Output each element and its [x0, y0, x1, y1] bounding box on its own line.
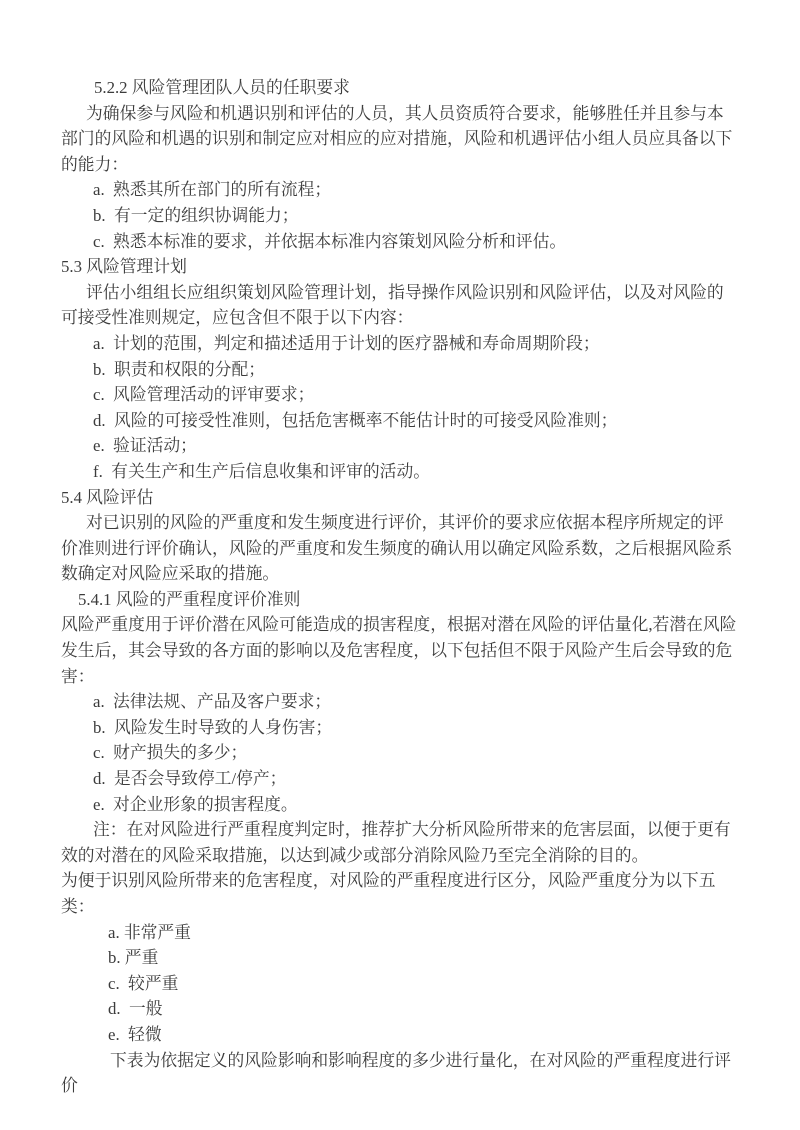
paragraph: 为便于识别风险所带来的危害程度，对风险的严重程度进行区分，风险严重度分为以下五类： — [61, 871, 716, 916]
list-item: e. 对企业形象的损害程度。 — [93, 794, 298, 814]
list-item: c. 较严重 — [108, 973, 179, 993]
paragraph: 评估小组组长应组织策划风险管理计划，指导操作风险识别和风险评估，以及对风险的可接受性准则规定，应包含但不限于以下内容： — [61, 282, 724, 328]
subsection-heading-5-4-1: 5.4.1 风险的严重程度评价准则 — [78, 589, 301, 609]
list-item: c. 财产损失的多少； — [93, 743, 248, 763]
list-item: c. 熟悉本标准的要求，并依据本标准内容策划风险分析和评估。 — [93, 231, 567, 251]
list-item: d. 一般 — [108, 999, 163, 1019]
paragraph: 风险严重度用于评价潜在风险可能造成的损害程度，根据对潜在风险的评估量化,若潜在风险发生后，其会导致的各方面的影响以及危害程度，以下包括但不限于风险产生后会导致的危害： — [61, 615, 737, 686]
paragraph: 对已识别的风险的严重度和发生频度进行评价，其评价的要求应依据本程序所规定的评价准则进行评价确认，风险的严重度和发生频度的确认用以确定风险系数，之后根据风险系数确定对风险应采取的措施。 — [61, 513, 733, 584]
list-item: a. 计划的范围，判定和描述适用于计划的医疗器械和寿命周期阶段； — [93, 333, 600, 353]
document-page — [61, 75, 739, 1099]
document-body — [61, 75, 739, 1099]
list-item: f. 有关生产和生产后信息收集和评审的活动。 — [93, 461, 431, 481]
list-item: b. 职责和权限的分配； — [93, 359, 266, 379]
paragraph: 为确保参与风险和机遇识别和评估的人员，其人员资质符合要求，能够胜任并且参与本部门的风险和机遇的识别和制定应对相应的应对措施，风险和机遇评估小组人员应具备以下的能力： — [61, 103, 733, 174]
list-item: a. 熟悉其所在部门的所有流程； — [93, 180, 332, 200]
list-item: b. 有一定的组织协调能力； — [93, 205, 299, 225]
list-item: a. 法律法规、产品及客户要求； — [93, 692, 332, 712]
subsection-heading-5-2-2: 5.2.2 风险管理团队人员的任职要求 — [94, 78, 350, 97]
note-paragraph: 注：在对风险进行严重程度判定时，推荐扩大分析风险所带来的危害层面，以便于更有效的对潜在的风险采取措施，以达到减少或部分消除风险乃至完全消除的目的。 — [61, 820, 731, 865]
section-heading-5-4: 5.4 风险评估 — [61, 487, 154, 507]
list-item: c. 风险管理活动的评审要求； — [93, 385, 315, 405]
list-item: e. 轻微 — [108, 1024, 162, 1044]
list-item: a. 非常严重 — [108, 922, 191, 942]
section-heading-5-3: 5.3 风险管理计划 — [61, 257, 187, 277]
list-item: b. 风险发生时导致的人身伤害； — [93, 717, 333, 737]
list-item: d. 风险的可接受性准则，包括危害概率不能估计时的可接受风险准则； — [93, 410, 618, 430]
paragraph: 下表为依据定义的风险影响和影响程度的多少进行量化，在对风险的严重程度进行评价 — [61, 1050, 731, 1096]
list-item: b. 严重 — [108, 948, 159, 968]
list-item: e. 验证活动； — [93, 436, 197, 456]
list-item: d. 是否会导致停工/停产； — [93, 769, 287, 789]
